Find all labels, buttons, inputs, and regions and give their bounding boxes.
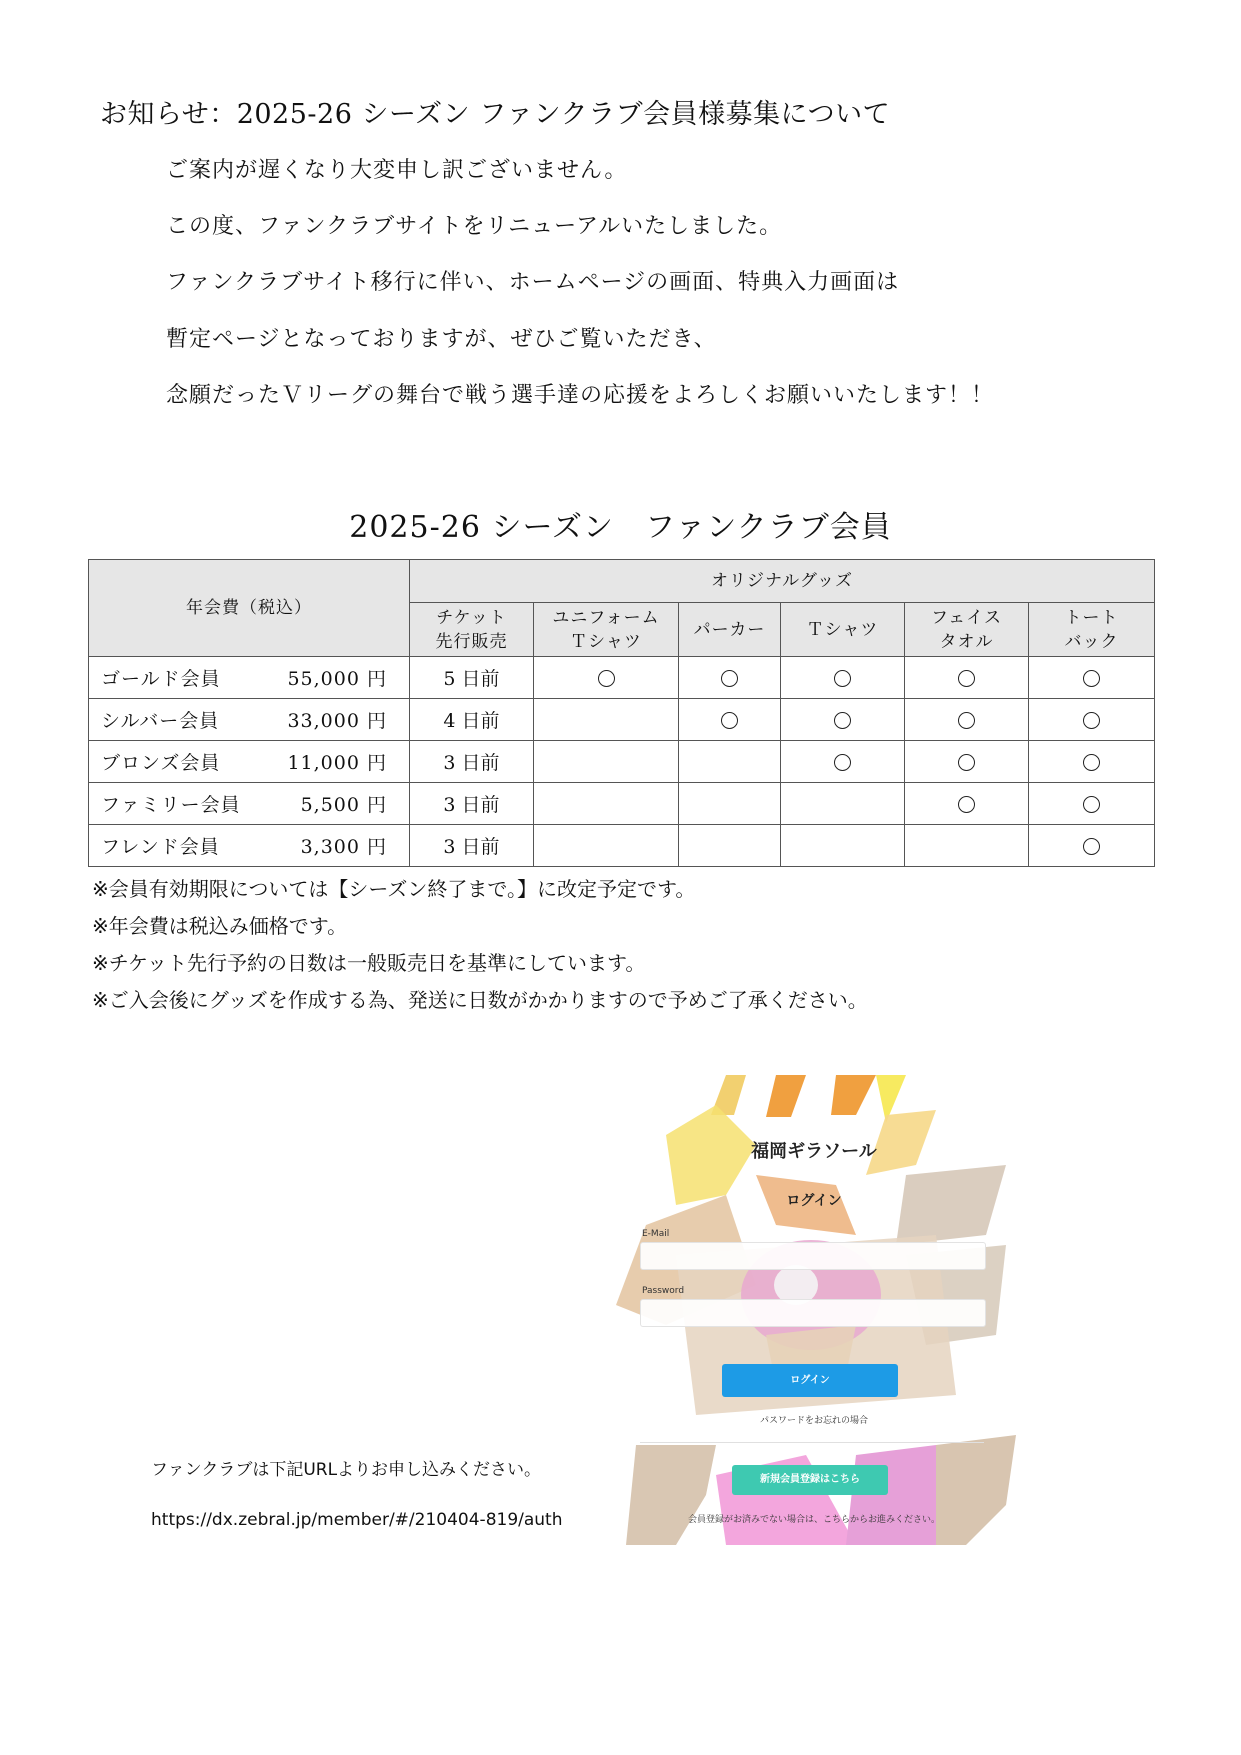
fee-header: 年会費（税込） <box>89 560 410 657</box>
included-mark-icon <box>834 670 851 687</box>
included-mark-icon <box>1083 838 1100 855</box>
included-mark-icon <box>1083 712 1100 729</box>
benefit-cell <box>679 783 781 825</box>
ticket-presale: 3 日前 <box>410 741 534 783</box>
apply-instruction: ファンクラブは下記URLよりお申し込みください。 <box>151 1460 542 1480</box>
login-screenshot <box>606 1075 1022 1547</box>
column-header <box>905 603 1029 657</box>
table-row <box>89 783 1155 825</box>
included-mark-icon <box>958 754 975 771</box>
column-header <box>679 603 781 657</box>
column-header-line: タオル <box>939 631 994 652</box>
included-mark-icon <box>721 712 738 729</box>
included-mark-icon <box>958 796 975 813</box>
email-field[interactable] <box>640 1242 986 1270</box>
included-mark-icon <box>1083 670 1100 687</box>
tier-price: 11,000 円 <box>272 741 410 783</box>
included-mark-icon <box>834 712 851 729</box>
ticket-presale: 3 日前 <box>410 783 534 825</box>
benefit-cell <box>1029 657 1155 699</box>
benefit-cell <box>781 783 905 825</box>
included-mark-icon <box>958 712 975 729</box>
benefit-cell <box>781 699 905 741</box>
benefit-cell <box>781 741 905 783</box>
column-header <box>1029 603 1155 657</box>
brand-name: 福岡ギラソール <box>751 1141 877 1162</box>
login-button[interactable]: ログイン <box>722 1364 898 1397</box>
column-header-line: 先行販売 <box>435 631 508 652</box>
column-header-line: バック <box>1064 631 1119 652</box>
benefit-cell <box>1029 741 1155 783</box>
included-mark-icon <box>721 670 738 687</box>
tier-price: 33,000 円 <box>272 699 410 741</box>
benefit-cell <box>534 657 679 699</box>
included-mark-icon <box>834 754 851 771</box>
column-header <box>781 603 905 657</box>
tier-name: ブロンズ会員 <box>89 741 272 783</box>
benefit-cell <box>1029 825 1155 867</box>
tier-name: フレンド会員 <box>89 825 272 867</box>
notice-paragraph: 暫定ページとなっておりますが、ぜひご覧いただき、 <box>166 327 717 352</box>
forgot-password-link[interactable]: パスワードをお忘れの場合 <box>759 1416 868 1426</box>
benefit-cell <box>781 825 905 867</box>
benefit-cell <box>679 657 781 699</box>
included-mark-icon <box>1083 796 1100 813</box>
note: ※チケット先行予約の日数は一般販売日を基準にしています。 <box>92 951 646 975</box>
benefit-cell <box>679 699 781 741</box>
benefit-cell <box>905 741 1029 783</box>
note: ※ご入会後にグッズを作成する為、発送に日数がかかりますので予めご了承ください。 <box>92 988 868 1012</box>
table-title: 2025-26 シーズン ファンクラブ会員 <box>349 510 892 545</box>
column-header-line: Ｔシャツ <box>806 619 879 640</box>
goods-header: オリジナルグッズ <box>410 560 1155 603</box>
divider <box>640 1442 984 1443</box>
tier-name: シルバー会員 <box>89 699 272 741</box>
benefit-cell <box>679 741 781 783</box>
tier-name: ファミリー会員 <box>89 783 272 825</box>
column-header-line: Ｔシャツ <box>570 631 642 652</box>
column-header-line: フェイス <box>931 607 1002 628</box>
table-row <box>89 741 1155 783</box>
included-mark-icon <box>598 670 615 687</box>
benefit-cell <box>1029 783 1155 825</box>
benefit-cell <box>1029 699 1155 741</box>
column-header-line: ユニフォーム <box>552 607 660 628</box>
benefit-cell <box>781 657 905 699</box>
membership-table <box>88 559 1155 867</box>
column-header <box>534 603 679 657</box>
notice-heading: お知らせ：2025-26 シーズン ファンクラブ会員様募集について <box>100 99 891 130</box>
password-label: Password <box>642 1286 685 1296</box>
benefit-cell <box>534 783 679 825</box>
note: ※会員有効期限については【シーズン終了まで。】に改定予定です。 <box>92 877 696 901</box>
notice-paragraph: ファンクラブサイト移行に伴い、ホームページの画面、特典入力画面は <box>166 270 900 295</box>
register-button[interactable]: 新規会員登録はこちら <box>732 1465 888 1495</box>
apply-url[interactable]: https://dx.zebral.jp/member/#/210404-819/auth <box>151 1510 563 1530</box>
benefit-cell <box>905 657 1029 699</box>
notice-paragraph: この度、ファンクラブサイトをリニューアルいたしました。 <box>166 214 783 239</box>
tier-price: 3,300 円 <box>272 825 410 867</box>
benefit-cell <box>905 825 1029 867</box>
ticket-presale: 4 日前 <box>410 699 534 741</box>
benefit-cell <box>905 699 1029 741</box>
table-row <box>89 699 1155 741</box>
column-header-line: パーカー <box>693 619 766 640</box>
column-header-line: チケット <box>436 607 507 628</box>
password-field[interactable] <box>640 1299 986 1327</box>
tier-name: ゴールド会員 <box>89 657 272 699</box>
benefit-cell <box>679 825 781 867</box>
table-row <box>89 657 1155 699</box>
included-mark-icon <box>958 670 975 687</box>
benefit-cell <box>534 741 679 783</box>
notice-paragraph: 念願だったＶリーグの舞台で戦う選手達の応援をよろしくお願いいたします！！ <box>166 383 995 408</box>
ticket-presale: 3 日前 <box>410 825 534 867</box>
notice-paragraph: ご案内が遅くなり大変申し訳ございません。 <box>166 158 628 183</box>
column-header <box>410 603 534 657</box>
login-title: ログイン <box>786 1193 842 1209</box>
table-row <box>89 825 1155 867</box>
tier-price: 55,000 円 <box>272 657 410 699</box>
ticket-presale: 5 日前 <box>410 657 534 699</box>
included-mark-icon <box>1083 754 1100 771</box>
benefit-cell <box>534 825 679 867</box>
column-header-line: トート <box>1064 607 1119 628</box>
email-label: E-Mail <box>642 1229 670 1239</box>
tier-price: 5,500 円 <box>272 783 410 825</box>
note: ※年会費は税込み価格です。 <box>92 914 348 938</box>
benefit-cell <box>905 783 1029 825</box>
benefit-cell <box>534 699 679 741</box>
register-note: 会員登録がお済みでない場合は、こちらからお進みください。 <box>687 1515 940 1525</box>
